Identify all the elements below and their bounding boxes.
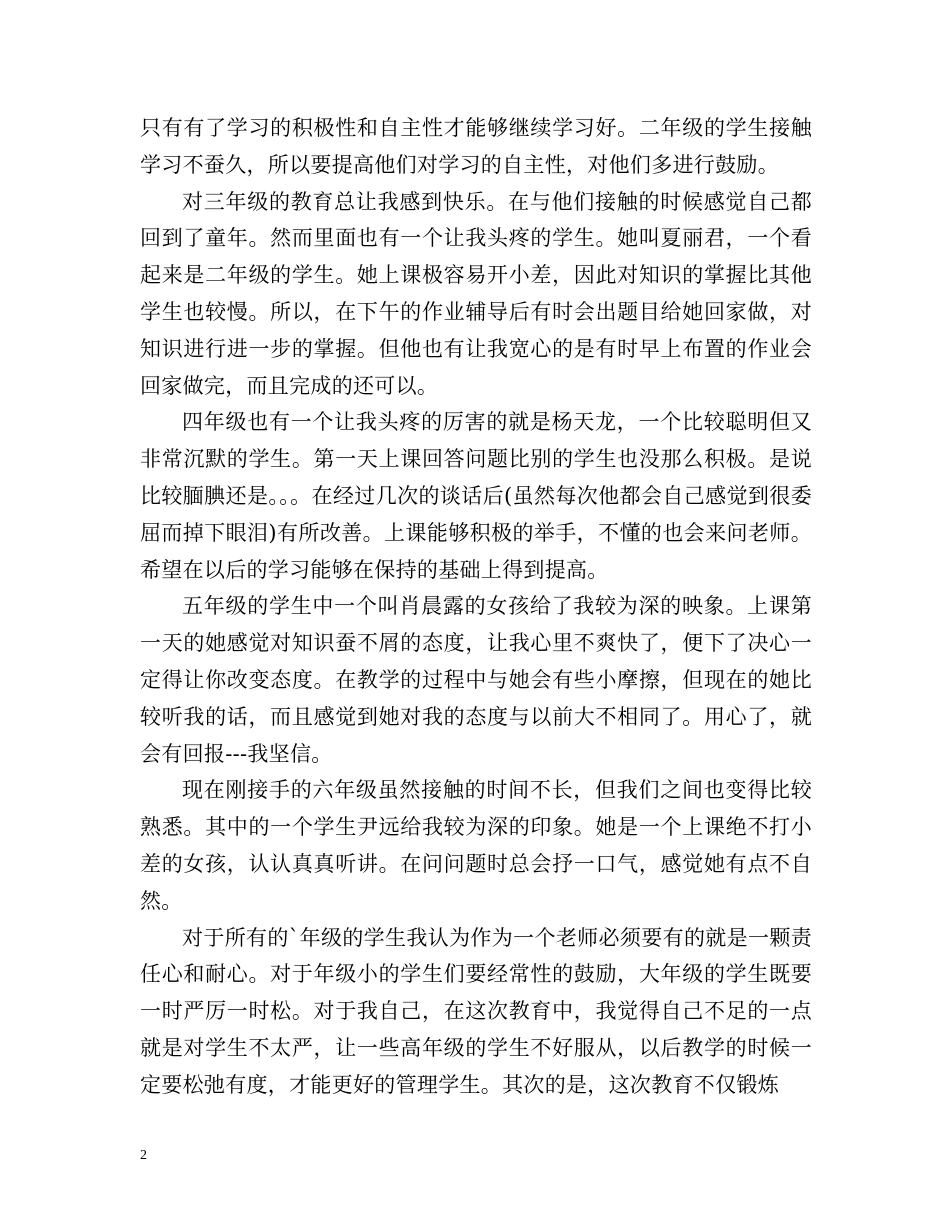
page-number: 2 bbox=[140, 1148, 147, 1163]
paragraph-2: 对三年级的教育总让我感到快乐。在与他们接触的时候感觉自己都回到了童年。然而里面也有一个让我头疼的学生。她叫夏丽君，一个看起来是二年级的学生。她上课极容易开小差，因此对知识的掌握比其他学生也较慢。所以，在下午的作业辅导后有时会出题目给她回家做，对知识进行进一步的掌握。但他也有让我宽心的是有时早上布置的作业会回家做完，而且完成的还可以。 bbox=[140, 189, 812, 398]
paragraph-4: 五年级的学生中一个叫肖晨露的女孩给了我较为深的映象。上课第一天的她感觉对知识蚕不屑的态度，让我心里不爽快了，便下了决心一定得让你改变态度。在教学的过程中与她会有些小摩擦，但现在的她比较听我的话，而且感觉到她对我的态度与以前大不相同了。用心了，就会有回报---我坚信。 bbox=[140, 594, 812, 766]
paragraph-6: 对于所有的`年级的学生我认为作为一个老师必须要有的就是一颗责任心和耐心。对于年级小的学生们要经常性的鼓励，大年级的学生既要一时严厉一时松。对于我自己，在这次教育中，我觉得自己不足的一点就是对学生不太严，让一些高年级的学生不好服从，以后教学的时候一定要松弛有度，才能更好的管理学生。其次的是，这次教育不仅锻炼 bbox=[140, 925, 812, 1097]
paragraph-1: 只有有了学习的积极性和自主性才能够继续学习好。二年级的学生接触学习不蚕久，所以要提高他们对学习的自主性，对他们多进行鼓励。 bbox=[140, 116, 812, 177]
paragraph-3: 四年级也有一个让我头疼的厉害的就是杨天龙，一个比较聪明但又非常沉默的学生。第一天上课回答问题比别的学生也没那么积极。是说比较腼腆还是。。。在经过几次的谈话后(虽然每次他都会自己感觉到很委屈而掉下眼泪)有所改善。上课能够积极的举手，不懂的也会来问老师。希望在以后的学习能够在保持的基础上得到提高。 bbox=[140, 410, 812, 582]
body-text bbox=[140, 110, 812, 1104]
paragraph-5: 现在刚接手的六年级虽然接触的时间不长，但我们之间也变得比较熟悉。其中的一个学生尹远给我较为深的印象。她是一个上课绝不打小差的女孩，认认真真听讲。在问问题时总会抒一口气，感觉她有点不自然。 bbox=[140, 778, 812, 913]
